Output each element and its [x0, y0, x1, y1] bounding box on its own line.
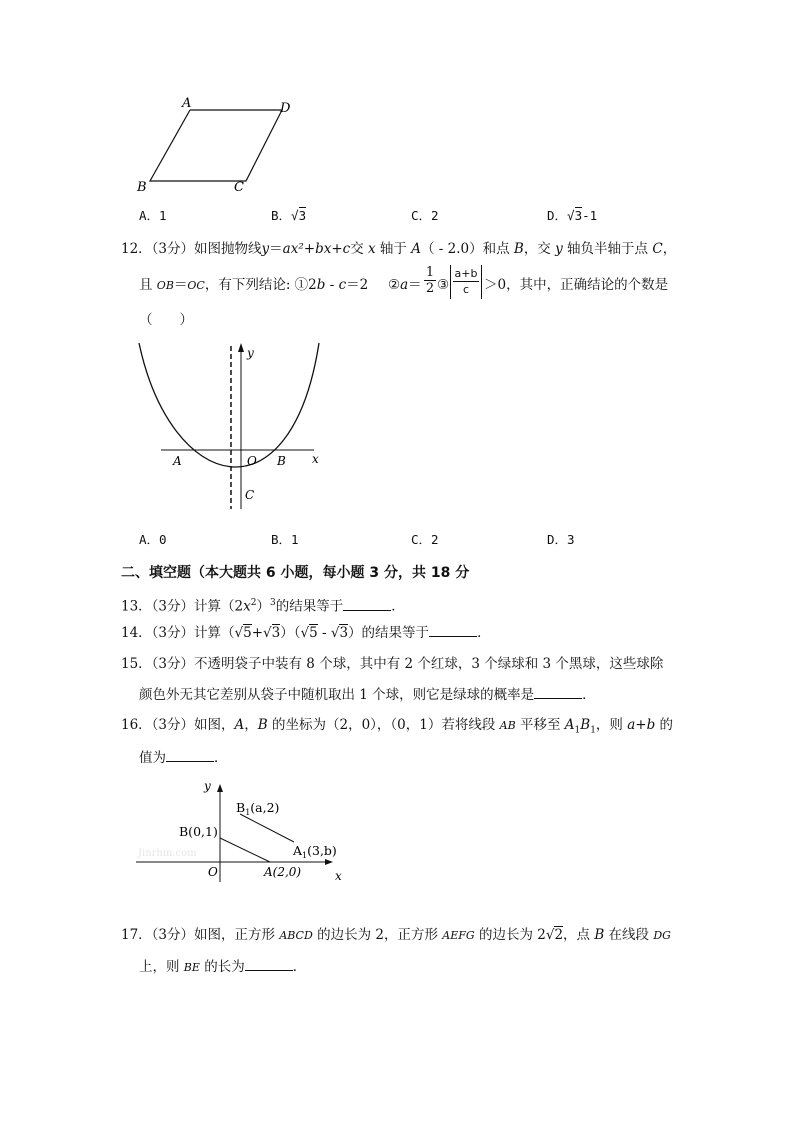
q12-text: 12．（3分）如图抛物线	[121, 241, 262, 257]
minus: -	[317, 625, 331, 641]
var-y: y	[555, 241, 563, 257]
answer-blank[interactable]	[429, 624, 477, 637]
q12-line2-tail	[484, 276, 668, 294]
q12-line1	[121, 240, 676, 258]
plus: +	[303, 241, 316, 257]
q15-text: ．	[582, 687, 596, 703]
label-O: O	[247, 454, 257, 468]
answer-paren: （ ）	[139, 312, 193, 328]
q17-text: 17．（3分）如图，正方形	[121, 927, 280, 943]
q16-text: 的	[655, 717, 674, 733]
q17-line2	[139, 958, 306, 977]
seg-BE: BE	[183, 961, 200, 974]
q16-text: ，则	[595, 717, 628, 733]
expr-a-plus-b: a+b	[627, 717, 656, 733]
q16-text: 16．（3分）如图，	[121, 717, 235, 733]
q14	[121, 624, 491, 642]
q17-text: 的边长为 2	[474, 927, 546, 943]
q11-option-d-prefix: D．	[547, 208, 568, 223]
q12-text: ，有下列结论: ①2	[204, 277, 317, 293]
watermark: Jinrhm.com	[138, 848, 197, 859]
q16-text: ．	[214, 750, 228, 766]
q12-text: 且	[139, 277, 157, 293]
fraction-denominator: 2	[425, 281, 435, 296]
q17-text: 的边长为 2，正方形	[312, 927, 443, 943]
q16-line1	[121, 716, 673, 740]
segment-A1B1	[240, 814, 294, 842]
point-A: A	[411, 241, 421, 257]
gt-zero: ＞0	[484, 277, 507, 293]
label-B1	[236, 800, 279, 817]
q14-text: ．	[477, 625, 491, 641]
y-axis-arrow	[217, 784, 223, 792]
label-x: x	[312, 452, 319, 466]
point-A1: A	[564, 717, 575, 733]
eq-sign: ＝	[408, 277, 422, 293]
q16-figure	[136, 774, 351, 884]
q11-option-b-radicand: 3	[298, 208, 307, 223]
parabola-figure	[136, 343, 332, 513]
point-B: B	[513, 241, 524, 257]
point-B: B	[257, 717, 268, 733]
q17-text: ．	[292, 959, 307, 975]
q11-option-c: C．2	[411, 208, 439, 223]
label-y: y	[204, 779, 211, 793]
q12-option-a: A．0	[139, 532, 167, 547]
seg-AB: AB	[499, 719, 516, 732]
label-B: B	[277, 454, 286, 468]
radicand: 3	[339, 625, 349, 641]
q13-text: ）	[256, 598, 270, 615]
var-y: y	[261, 241, 270, 257]
q15-line2	[139, 686, 596, 704]
label-y: y	[247, 346, 254, 360]
subscript: 1	[590, 725, 596, 736]
label-x: x	[335, 869, 342, 883]
term-bx: bx	[315, 241, 332, 257]
coord-A: （ - 2.0）	[420, 241, 483, 257]
eq-sign: ＝	[173, 277, 188, 293]
term-c: c	[342, 241, 351, 257]
eq-sign: ＝	[269, 241, 283, 257]
seg-OB: OB	[156, 279, 174, 292]
q16-text: ，	[244, 717, 258, 733]
abs-fraction	[450, 265, 482, 299]
circled-2: ②	[388, 277, 401, 293]
label-A: A	[182, 96, 192, 111]
q16-text: 的坐标为（2，0），（0，1）若将线段	[267, 717, 500, 733]
radicand: 5	[243, 625, 252, 641]
abs-numerator: a+b	[454, 267, 478, 280]
rhombus-outline	[150, 110, 282, 181]
q14-text: ）的结果等于	[348, 625, 430, 641]
answer-blank[interactable]	[245, 958, 293, 971]
q14-text: 14．（3分）计算（	[121, 625, 235, 641]
label-C: C	[234, 180, 244, 195]
q12-text: 轴于	[375, 241, 412, 257]
q13-text: 13．（3分）计算（2	[121, 598, 244, 615]
var-x: x	[243, 598, 251, 615]
var-a: a	[400, 277, 409, 293]
q16-text: 平移至	[515, 717, 565, 733]
x-axis-arrow	[325, 859, 333, 865]
label-A: A(2,0)	[264, 865, 302, 879]
term-ax2: ax²	[282, 241, 304, 257]
q17-text: 的长为	[199, 959, 245, 975]
fraction-one-half	[424, 265, 436, 296]
q15-text: 颜色外无其它差别从袋子中随机取出 1 个球，则它是绿球的概率是	[139, 687, 535, 703]
point-B: B	[594, 927, 605, 943]
point-C: C	[652, 241, 663, 257]
seg-DG: DG	[653, 929, 671, 942]
q13	[121, 594, 405, 616]
label-A: A	[173, 454, 182, 468]
radicand: 3	[271, 625, 281, 641]
sqrt-symbol: √	[567, 208, 575, 223]
q11-option-d-radicand: 3	[574, 208, 583, 223]
q12-option-c: C．2	[411, 532, 439, 547]
B1-main: B	[236, 800, 246, 815]
square-ABCD: ABCD	[279, 929, 313, 942]
plus: +	[251, 625, 264, 641]
radicand: 2	[554, 927, 564, 943]
section-heading: 二、填空题（本大题共 6 小题，每小题 3 分，共 18 分	[121, 565, 470, 581]
answer-blank[interactable]	[343, 598, 391, 611]
q11-option-d-suffix: -1	[582, 208, 598, 223]
var-b: b	[316, 277, 326, 293]
label-D: D	[280, 101, 291, 116]
sqrt-symbol: √	[545, 927, 555, 943]
q11-option-b	[271, 207, 306, 225]
q13-text: 的结果等于	[275, 598, 344, 615]
square-AEFG: AEFG	[442, 929, 475, 942]
answer-blank[interactable]	[534, 686, 582, 699]
seg-OC: OC	[187, 279, 205, 292]
exponent: 2	[250, 598, 257, 608]
q11-option-d	[547, 207, 597, 225]
q12-option-d: D．3	[547, 532, 575, 547]
q12-text: ，其中，正确结论的个数是	[506, 277, 669, 293]
q16-text: 值为	[139, 750, 166, 766]
label-O: O	[208, 865, 218, 879]
minus: -	[325, 277, 339, 293]
plus: +	[331, 241, 343, 257]
q17-text: 在线段	[604, 927, 654, 943]
sqrt-symbol: √	[263, 625, 272, 641]
q11-option-a: A．1	[139, 208, 167, 223]
q12-text: ，交	[523, 241, 556, 257]
rhombus-figure	[130, 92, 300, 200]
q17-text: 上，则	[139, 959, 184, 975]
q12-option-b: B．1	[271, 532, 299, 547]
var-c: c	[338, 277, 347, 293]
q13-text: ．	[391, 598, 405, 615]
point-A: A	[234, 717, 245, 733]
label-A1	[292, 843, 337, 860]
abs-denominator: c	[462, 283, 470, 296]
answer-blank[interactable]	[166, 749, 214, 762]
A1-subscript: 1	[302, 851, 308, 860]
q17-text: ，点	[563, 927, 595, 943]
q12-conclusion2	[388, 276, 422, 294]
q12-text: 和点	[482, 241, 514, 257]
B1-coord: (a,2)	[250, 800, 280, 815]
fraction-numerator: 1	[425, 265, 435, 280]
segment-AB	[220, 838, 270, 862]
exponent: 3	[269, 598, 276, 608]
q15-line1: 15．（3分）不透明袋子中装有 8 个球，其中有 2 个红球，3 个绿球和 3 个黑球，这些球除	[121, 656, 664, 672]
parabola-curve	[139, 343, 319, 467]
var-x: x	[368, 241, 376, 257]
q14-text: ）（	[280, 625, 301, 641]
subscript: 1	[574, 725, 581, 736]
q12-text: ＝2	[346, 277, 369, 293]
radicand: 5	[309, 625, 318, 641]
y-axis-arrow	[238, 343, 244, 352]
A1-coord: (3,b)	[307, 843, 337, 858]
sqrt-symbol: √	[291, 208, 299, 223]
circled-3: ③	[437, 277, 450, 293]
q17-line1	[121, 926, 671, 945]
label-B: B(0,1)	[179, 824, 218, 839]
sqrt-symbol: √	[300, 625, 310, 641]
B1-subscript: 1	[245, 808, 251, 817]
sqrt-symbol: √	[330, 625, 340, 641]
q11-option-b-prefix: B．	[271, 208, 292, 223]
q12-text: 交	[350, 241, 368, 257]
A1-main: A	[293, 843, 303, 858]
q16-line2	[139, 749, 228, 767]
q12-text: 轴负半轴于点	[562, 241, 653, 257]
point-B1: B	[580, 717, 591, 733]
q12-text: ，	[662, 241, 677, 257]
sqrt-symbol: √	[234, 625, 244, 641]
label-C: C	[245, 488, 255, 502]
q12-line2	[139, 276, 368, 295]
label-B: B	[137, 180, 147, 195]
